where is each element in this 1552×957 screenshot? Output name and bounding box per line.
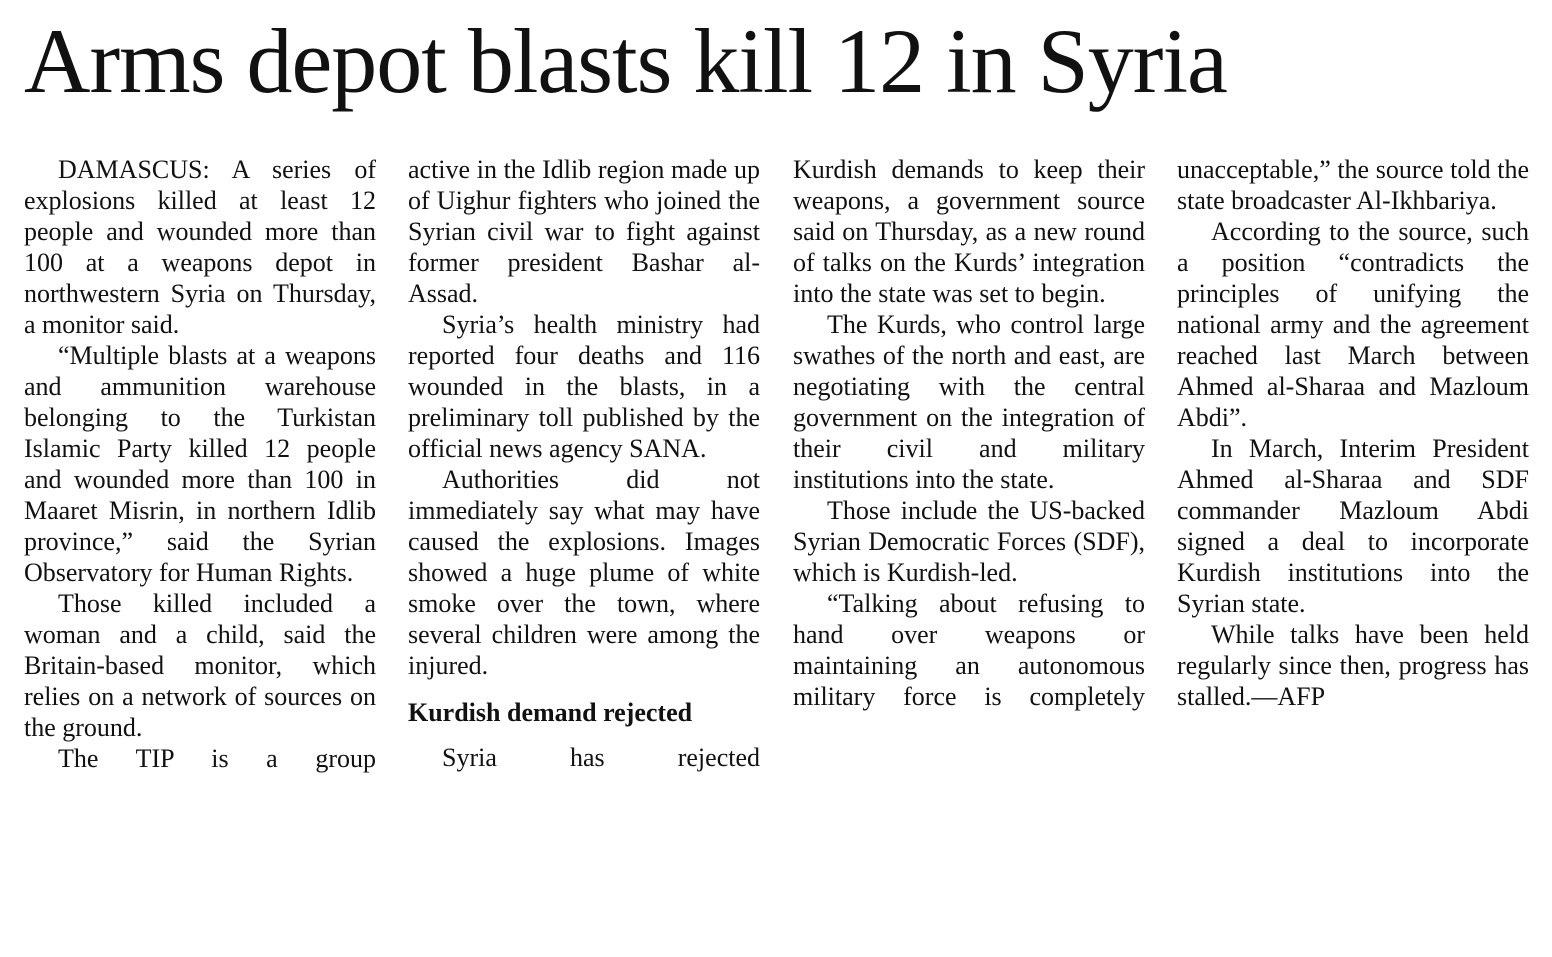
article-paragraph: “Multiple blasts at a weapons and ammunition warehouse belonging to the Turkistan Islamic Party killed 12 people and wounded more than 100 in Maaret Misrin, in northern Idlib province,” said the Syrian Observatory for Human Rights. bbox=[24, 341, 376, 587]
article-paragraph: Those include the US-backed Syrian Democratic Forces (SDF), which is Kurdish-led. bbox=[793, 496, 1145, 587]
article-paragraph: Syria has rejected bbox=[442, 743, 760, 772]
article-paragraph: In March, Interim President Ahmed al-Sharaa and SDF commander Mazloum Abdi signed a deal to incorporate Kurdish institutions into the Syrian state. bbox=[1177, 434, 1529, 618]
article-paragraph: According to the source, such a position “contradicts the principles of unifying the national army and the agreement reached last March between Ahmed al-Sharaa and Mazloum Abdi”. bbox=[1177, 217, 1529, 432]
article-column-1 bbox=[24, 154, 376, 944]
article-paragraph: DAMASCUS: A series of explosions killed at least 12 people and wounded more than 100 at a weapons depot in northwestern Syria on Thursday, a monitor said. bbox=[24, 155, 376, 339]
article-paragraph: The TIP is a group bbox=[58, 744, 376, 773]
article-body bbox=[24, 154, 1529, 944]
article-paragraph: Those killed included a woman and a child, said the Britain-based monitor, which relies on a network of sources on the ground. bbox=[24, 589, 376, 742]
article-column-3 bbox=[793, 154, 1145, 944]
article-column-4 bbox=[1177, 154, 1529, 944]
article-paragraph: “Talking about refusing to hand over weapons or maintaining an autonomous military force is completely bbox=[793, 589, 1145, 711]
headline: Arms depot blasts kill 12 in Syria bbox=[24, 10, 1227, 112]
article-paragraph: unacceptable,” the source told the state broadcaster Al-Ikhbariya. bbox=[1177, 155, 1529, 215]
article-column-2 bbox=[408, 154, 760, 944]
article-paragraph: While talks have been held regularly since then, progress has stalled.—AFP bbox=[1177, 620, 1529, 711]
article-paragraph: The Kurds, who control large swathes of the north and east, are negotiating with the central government on the integration of their civil and military institutions into the state. bbox=[793, 310, 1145, 494]
article-paragraph: Kurdish demands to keep their weapons, a government source said on Thursday, as a new round of talks on the Kurds’ integration into the state was set to begin. bbox=[793, 155, 1145, 308]
article-paragraph: active in the Idlib region made up of Uighur fighters who joined the Syrian civil war to fight against former president Bashar al-Assad. bbox=[408, 155, 760, 308]
article-paragraph: Authorities did not immediately say what may have caused the explosions. Images showed a huge plume of white smoke over the town, where several children were among the injured. bbox=[408, 465, 760, 680]
subheading: Kurdish demand rejected bbox=[408, 698, 693, 727]
article-paragraph: Syria’s health ministry had reported four deaths and 116 wounded in the blasts, in a preliminary toll published by the official news agency SANA. bbox=[408, 310, 760, 463]
